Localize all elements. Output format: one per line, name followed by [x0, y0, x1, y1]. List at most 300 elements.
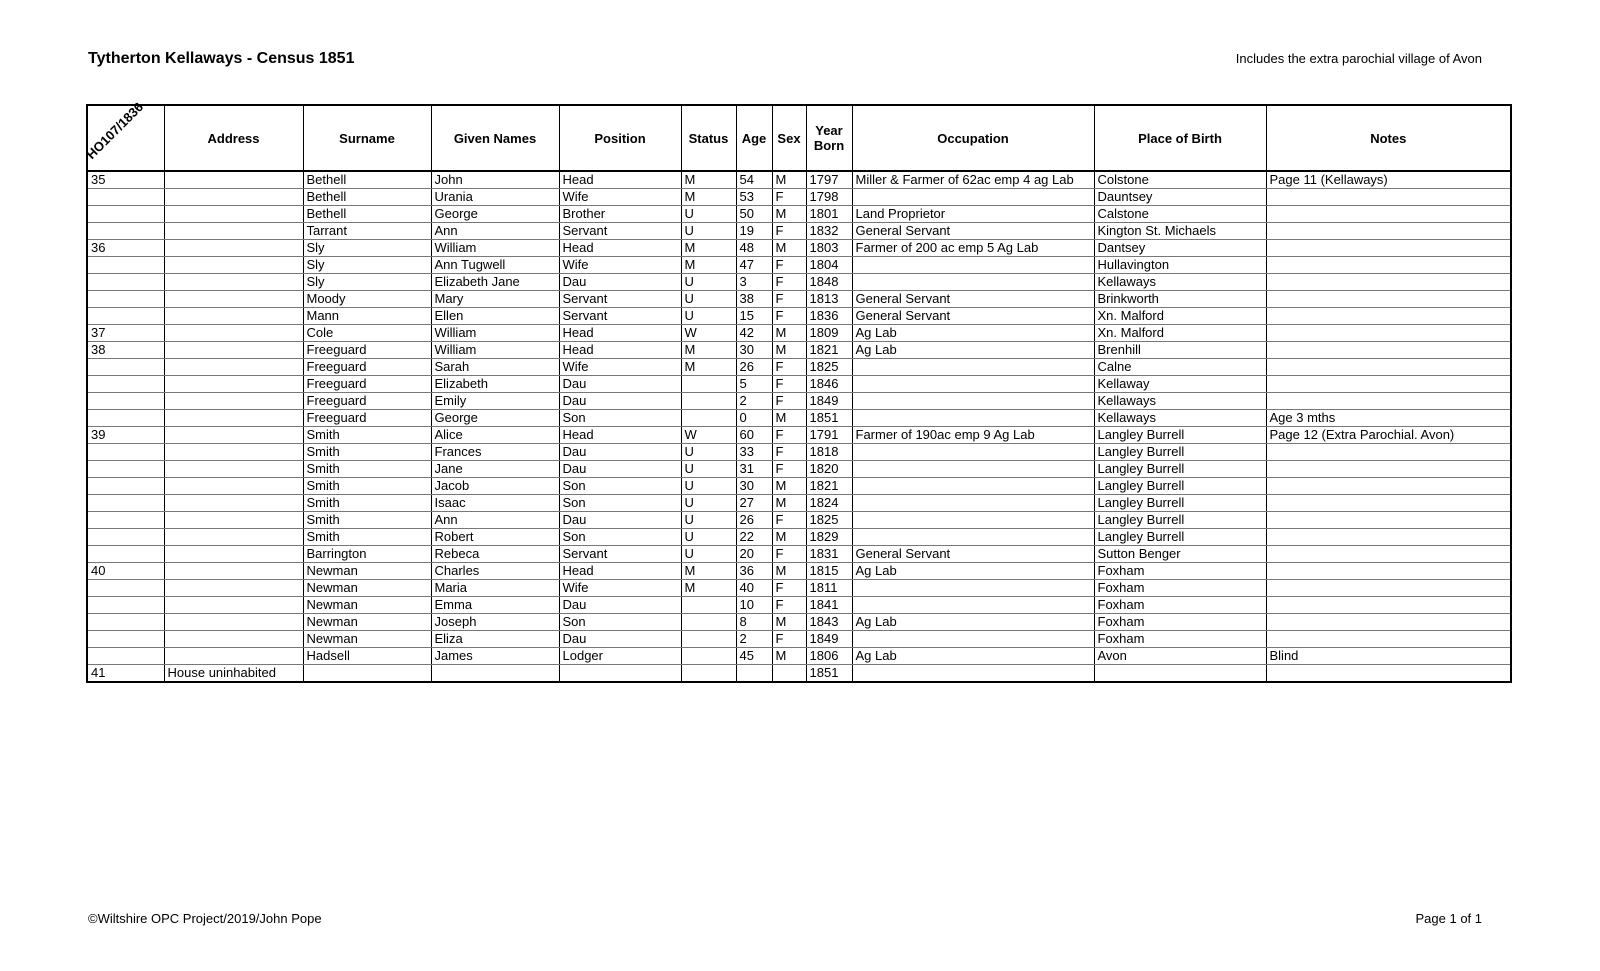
- ref-label: HO107/1836: [83, 99, 147, 162]
- table-row: [87, 478, 1511, 495]
- cell-occupation: Ag Lab: [852, 648, 1094, 665]
- cell-year-born: 1849: [806, 631, 852, 648]
- cell-address: [164, 359, 303, 376]
- cell-occupation: [852, 580, 1094, 597]
- cell-notes: [1266, 223, 1511, 240]
- table-row: [87, 563, 1511, 580]
- cell-occupation: [852, 461, 1094, 478]
- cell-status: M: [681, 257, 736, 274]
- cell-age: 33: [736, 444, 772, 461]
- cell-occupation: General Servant: [852, 546, 1094, 563]
- cell-address: [164, 171, 303, 189]
- table-row: [87, 614, 1511, 631]
- cell-schedule: [87, 376, 164, 393]
- cell-status: U: [681, 512, 736, 529]
- cell-notes: Blind: [1266, 648, 1511, 665]
- cell-schedule: 41: [87, 665, 164, 683]
- cell-status: U: [681, 461, 736, 478]
- cell-address: [164, 410, 303, 427]
- column-header-notes: Notes: [1266, 105, 1511, 171]
- cell-position: Head: [559, 427, 681, 444]
- cell-year-born: 1841: [806, 597, 852, 614]
- column-header-year-born: Year Born: [806, 105, 852, 171]
- cell-age: 53: [736, 189, 772, 206]
- cell-year-born: 1815: [806, 563, 852, 580]
- cell-position: Dau: [559, 512, 681, 529]
- cell-place-of-birth: Langley Burrell: [1094, 495, 1266, 512]
- cell-position: Head: [559, 342, 681, 359]
- cell-address: [164, 291, 303, 308]
- cell-status: [681, 376, 736, 393]
- cell-age: 48: [736, 240, 772, 257]
- column-header-sex: Sex: [772, 105, 806, 171]
- cell-given-names: John: [431, 171, 559, 189]
- cell-status: M: [681, 240, 736, 257]
- cell-sex: F: [772, 427, 806, 444]
- cell-given-names: George: [431, 410, 559, 427]
- column-header-address: Address: [164, 105, 303, 171]
- cell-position: Dau: [559, 376, 681, 393]
- cell-place-of-birth: Kellaway: [1094, 376, 1266, 393]
- cell-year-born: 1797: [806, 171, 852, 189]
- table-row: [87, 495, 1511, 512]
- cell-given-names: Elizabeth Jane: [431, 274, 559, 291]
- cell-occupation: Farmer of 200 ac emp 5 Ag Lab: [852, 240, 1094, 257]
- cell-given-names: [431, 665, 559, 683]
- cell-occupation: [852, 189, 1094, 206]
- cell-occupation: [852, 393, 1094, 410]
- cell-status: [681, 631, 736, 648]
- cell-position: Wife: [559, 257, 681, 274]
- table-row: [87, 529, 1511, 546]
- cell-surname: Smith: [303, 427, 431, 444]
- census-body: [87, 171, 1511, 682]
- cell-notes: Age 3 mths: [1266, 410, 1511, 427]
- table-row: [87, 308, 1511, 325]
- cell-sex: M: [772, 529, 806, 546]
- cell-schedule: [87, 308, 164, 325]
- cell-surname: Bethell: [303, 171, 431, 189]
- cell-occupation: General Servant: [852, 308, 1094, 325]
- cell-sex: F: [772, 223, 806, 240]
- cell-occupation: Miller & Farmer of 62ac emp 4 ag Lab: [852, 171, 1094, 189]
- cell-occupation: [852, 444, 1094, 461]
- cell-place-of-birth: Kellaways: [1094, 410, 1266, 427]
- cell-position: Servant: [559, 223, 681, 240]
- cell-address: [164, 427, 303, 444]
- cell-surname: Freeguard: [303, 359, 431, 376]
- table-row: [87, 546, 1511, 563]
- cell-year-born: 1809: [806, 325, 852, 342]
- cell-schedule: [87, 512, 164, 529]
- cell-status: U: [681, 206, 736, 223]
- cell-sex: F: [772, 393, 806, 410]
- cell-schedule: [87, 529, 164, 546]
- cell-schedule: [87, 478, 164, 495]
- page-subtitle: Includes the extra parochial village of Avon: [1235, 51, 1482, 66]
- cell-sex: M: [772, 342, 806, 359]
- cell-surname: Bethell: [303, 206, 431, 223]
- cell-address: [164, 529, 303, 546]
- cell-sex: F: [772, 359, 806, 376]
- cell-address: [164, 597, 303, 614]
- cell-given-names: Robert: [431, 529, 559, 546]
- cell-status: [681, 614, 736, 631]
- cell-surname: Freeguard: [303, 410, 431, 427]
- cell-status: W: [681, 325, 736, 342]
- table-row: [87, 342, 1511, 359]
- cell-schedule: 36: [87, 240, 164, 257]
- cell-status: U: [681, 444, 736, 461]
- cell-age: 30: [736, 342, 772, 359]
- cell-surname: Freeguard: [303, 393, 431, 410]
- cell-notes: [1266, 393, 1511, 410]
- column-header-surname: Surname: [303, 105, 431, 171]
- cell-notes: [1266, 444, 1511, 461]
- cell-surname: [303, 665, 431, 683]
- cell-surname: Newman: [303, 563, 431, 580]
- cell-status: U: [681, 546, 736, 563]
- cell-status: U: [681, 308, 736, 325]
- cell-place-of-birth: Foxham: [1094, 580, 1266, 597]
- cell-address: House uninhabited: [164, 665, 303, 683]
- cell-given-names: William: [431, 342, 559, 359]
- cell-place-of-birth: Foxham: [1094, 631, 1266, 648]
- cell-status: U: [681, 274, 736, 291]
- cell-address: [164, 580, 303, 597]
- cell-schedule: [87, 359, 164, 376]
- cell-place-of-birth: Brinkworth: [1094, 291, 1266, 308]
- cell-surname: Bethell: [303, 189, 431, 206]
- cell-surname: Freeguard: [303, 376, 431, 393]
- cell-age: 38: [736, 291, 772, 308]
- cell-given-names: James: [431, 648, 559, 665]
- cell-address: [164, 648, 303, 665]
- cell-occupation: General Servant: [852, 223, 1094, 240]
- cell-occupation: [852, 478, 1094, 495]
- cell-notes: [1266, 529, 1511, 546]
- cell-address: [164, 308, 303, 325]
- cell-occupation: Ag Lab: [852, 325, 1094, 342]
- cell-address: [164, 546, 303, 563]
- cell-given-names: Mary: [431, 291, 559, 308]
- cell-surname: Smith: [303, 478, 431, 495]
- cell-address: [164, 257, 303, 274]
- cell-age: 19: [736, 223, 772, 240]
- census-table: [83, 99, 1512, 683]
- cell-position: Lodger: [559, 648, 681, 665]
- cell-schedule: [87, 648, 164, 665]
- cell-position: Servant: [559, 546, 681, 563]
- cell-year-born: 1836: [806, 308, 852, 325]
- cell-position: Wife: [559, 359, 681, 376]
- table-row: [87, 597, 1511, 614]
- table-row: [87, 171, 1511, 189]
- cell-age: 2: [736, 631, 772, 648]
- cell-year-born: 1831: [806, 546, 852, 563]
- cell-status: M: [681, 359, 736, 376]
- cell-schedule: 38: [87, 342, 164, 359]
- cell-surname: Tarrant: [303, 223, 431, 240]
- cell-sex: M: [772, 240, 806, 257]
- cell-place-of-birth: Colstone: [1094, 171, 1266, 189]
- cell-place-of-birth: Sutton Benger: [1094, 546, 1266, 563]
- cell-schedule: [87, 546, 164, 563]
- cell-notes: [1266, 206, 1511, 223]
- cell-place-of-birth: Dauntsey: [1094, 189, 1266, 206]
- cell-year-born: 1821: [806, 478, 852, 495]
- footer-copyright: ©Wiltshire OPC Project/2019/John Pope: [88, 911, 322, 926]
- cell-given-names: Alice: [431, 427, 559, 444]
- cell-status: U: [681, 291, 736, 308]
- cell-position: Dau: [559, 597, 681, 614]
- cell-schedule: 37: [87, 325, 164, 342]
- table-row: [87, 393, 1511, 410]
- cell-occupation: General Servant: [852, 291, 1094, 308]
- cell-status: [681, 410, 736, 427]
- cell-schedule: [87, 393, 164, 410]
- cell-year-born: 1825: [806, 359, 852, 376]
- table-row: [87, 359, 1511, 376]
- cell-notes: [1266, 597, 1511, 614]
- cell-notes: [1266, 512, 1511, 529]
- cell-sex: [772, 665, 806, 683]
- cell-surname: Sly: [303, 257, 431, 274]
- cell-occupation: Ag Lab: [852, 614, 1094, 631]
- table-row: [87, 274, 1511, 291]
- cell-schedule: [87, 291, 164, 308]
- cell-age: 42: [736, 325, 772, 342]
- cell-position: Wife: [559, 189, 681, 206]
- cell-age: 47: [736, 257, 772, 274]
- cell-address: [164, 512, 303, 529]
- cell-schedule: 40: [87, 563, 164, 580]
- column-header-status: Status: [681, 105, 736, 171]
- cell-given-names: Ann: [431, 223, 559, 240]
- cell-age: [736, 665, 772, 683]
- cell-year-born: 1851: [806, 665, 852, 683]
- column-header-age: Age: [736, 105, 772, 171]
- cell-given-names: William: [431, 325, 559, 342]
- cell-notes: [1266, 325, 1511, 342]
- cell-schedule: [87, 223, 164, 240]
- cell-surname: Freeguard: [303, 342, 431, 359]
- cell-status: W: [681, 427, 736, 444]
- cell-year-born: 1798: [806, 189, 852, 206]
- table-row: [87, 512, 1511, 529]
- cell-place-of-birth: Langley Burrell: [1094, 461, 1266, 478]
- cell-given-names: Ann: [431, 512, 559, 529]
- cell-age: 15: [736, 308, 772, 325]
- table-row: [87, 240, 1511, 257]
- cell-sex: M: [772, 495, 806, 512]
- cell-schedule: [87, 257, 164, 274]
- cell-place-of-birth: Xn. Malford: [1094, 325, 1266, 342]
- cell-schedule: [87, 274, 164, 291]
- cell-surname: Barrington: [303, 546, 431, 563]
- cell-given-names: Eliza: [431, 631, 559, 648]
- cell-given-names: Ann Tugwell: [431, 257, 559, 274]
- cell-occupation: [852, 495, 1094, 512]
- cell-occupation: [852, 376, 1094, 393]
- cell-place-of-birth: Calne: [1094, 359, 1266, 376]
- cell-status: M: [681, 171, 736, 189]
- cell-given-names: Charles: [431, 563, 559, 580]
- cell-place-of-birth: Dantsey: [1094, 240, 1266, 257]
- cell-surname: Sly: [303, 274, 431, 291]
- cell-age: 36: [736, 563, 772, 580]
- cell-year-born: 1801: [806, 206, 852, 223]
- cell-year-born: 1806: [806, 648, 852, 665]
- cell-address: [164, 189, 303, 206]
- cell-notes: [1266, 189, 1511, 206]
- cell-sex: F: [772, 580, 806, 597]
- cell-age: 45: [736, 648, 772, 665]
- table-row: [87, 325, 1511, 342]
- cell-notes: [1266, 291, 1511, 308]
- cell-given-names: Emily: [431, 393, 559, 410]
- column-header-occupation: Occupation: [852, 105, 1094, 171]
- cell-status: [681, 393, 736, 410]
- cell-occupation: [852, 359, 1094, 376]
- cell-address: [164, 376, 303, 393]
- cell-position: Son: [559, 614, 681, 631]
- cell-place-of-birth: Hullavington: [1094, 257, 1266, 274]
- cell-surname: Sly: [303, 240, 431, 257]
- cell-occupation: [852, 665, 1094, 683]
- cell-surname: Smith: [303, 461, 431, 478]
- cell-position: Son: [559, 495, 681, 512]
- table-row: [87, 427, 1511, 444]
- cell-surname: Moody: [303, 291, 431, 308]
- column-header-position: Position: [559, 105, 681, 171]
- cell-given-names: Jacob: [431, 478, 559, 495]
- cell-year-born: 1791: [806, 427, 852, 444]
- cell-sex: M: [772, 648, 806, 665]
- cell-status: U: [681, 223, 736, 240]
- cell-age: 26: [736, 359, 772, 376]
- cell-age: 54: [736, 171, 772, 189]
- cell-position: Son: [559, 478, 681, 495]
- cell-given-names: Ellen: [431, 308, 559, 325]
- cell-notes: [1266, 461, 1511, 478]
- cell-place-of-birth: Kellaways: [1094, 274, 1266, 291]
- cell-position: Dau: [559, 461, 681, 478]
- cell-age: 30: [736, 478, 772, 495]
- cell-sex: F: [772, 274, 806, 291]
- table-row: [87, 444, 1511, 461]
- cell-occupation: [852, 410, 1094, 427]
- cell-notes: [1266, 342, 1511, 359]
- cell-occupation: [852, 631, 1094, 648]
- cell-sex: F: [772, 631, 806, 648]
- cell-address: [164, 444, 303, 461]
- cell-occupation: [852, 529, 1094, 546]
- cell-age: 40: [736, 580, 772, 597]
- cell-age: 5: [736, 376, 772, 393]
- cell-place-of-birth: Langley Burrell: [1094, 512, 1266, 529]
- cell-schedule: [87, 410, 164, 427]
- cell-age: 26: [736, 512, 772, 529]
- cell-occupation: Farmer of 190ac emp 9 Ag Lab: [852, 427, 1094, 444]
- cell-address: [164, 206, 303, 223]
- table-row: [87, 410, 1511, 427]
- cell-place-of-birth: Brenhill: [1094, 342, 1266, 359]
- cell-schedule: [87, 189, 164, 206]
- cell-sex: M: [772, 478, 806, 495]
- cell-age: 3: [736, 274, 772, 291]
- cell-position: Head: [559, 325, 681, 342]
- cell-status: U: [681, 529, 736, 546]
- cell-occupation: [852, 597, 1094, 614]
- cell-sex: F: [772, 597, 806, 614]
- cell-year-born: 1825: [806, 512, 852, 529]
- cell-position: Brother: [559, 206, 681, 223]
- cell-age: 60: [736, 427, 772, 444]
- cell-position: Son: [559, 410, 681, 427]
- cell-sex: F: [772, 257, 806, 274]
- cell-surname: Mann: [303, 308, 431, 325]
- cell-position: [559, 665, 681, 683]
- cell-occupation: Ag Lab: [852, 342, 1094, 359]
- cell-age: 31: [736, 461, 772, 478]
- cell-surname: Newman: [303, 580, 431, 597]
- cell-position: Son: [559, 529, 681, 546]
- cell-schedule: [87, 597, 164, 614]
- cell-occupation: [852, 257, 1094, 274]
- cell-sex: F: [772, 512, 806, 529]
- cell-place-of-birth: Foxham: [1094, 614, 1266, 631]
- cell-age: 2: [736, 393, 772, 410]
- cell-status: M: [681, 580, 736, 597]
- cell-year-born: 1851: [806, 410, 852, 427]
- cell-surname: Newman: [303, 631, 431, 648]
- cell-notes: [1266, 546, 1511, 563]
- cell-surname: Smith: [303, 512, 431, 529]
- cell-year-born: 1811: [806, 580, 852, 597]
- cell-address: [164, 325, 303, 342]
- cell-status: [681, 665, 736, 683]
- cell-age: 10: [736, 597, 772, 614]
- cell-address: [164, 614, 303, 631]
- cell-notes: [1266, 274, 1511, 291]
- cell-position: Dau: [559, 393, 681, 410]
- cell-given-names: Emma: [431, 597, 559, 614]
- cell-occupation: Land Proprietor: [852, 206, 1094, 223]
- cell-position: Head: [559, 563, 681, 580]
- cell-schedule: [87, 580, 164, 597]
- cell-year-born: 1803: [806, 240, 852, 257]
- table-row: [87, 206, 1511, 223]
- cell-notes: [1266, 495, 1511, 512]
- cell-surname: Newman: [303, 597, 431, 614]
- cell-occupation: [852, 274, 1094, 291]
- cell-age: 50: [736, 206, 772, 223]
- cell-status: U: [681, 478, 736, 495]
- cell-notes: [1266, 478, 1511, 495]
- cell-schedule: [87, 206, 164, 223]
- cell-status: U: [681, 495, 736, 512]
- cell-status: [681, 648, 736, 665]
- ref-header: [83, 99, 164, 171]
- cell-year-born: 1820: [806, 461, 852, 478]
- cell-year-born: 1848: [806, 274, 852, 291]
- cell-notes: Page 11 (Kellaways): [1266, 171, 1511, 189]
- cell-position: Dau: [559, 274, 681, 291]
- cell-year-born: 1843: [806, 614, 852, 631]
- table-row: [87, 257, 1511, 274]
- footer-page-number: Page 1 of 1: [1415, 911, 1482, 926]
